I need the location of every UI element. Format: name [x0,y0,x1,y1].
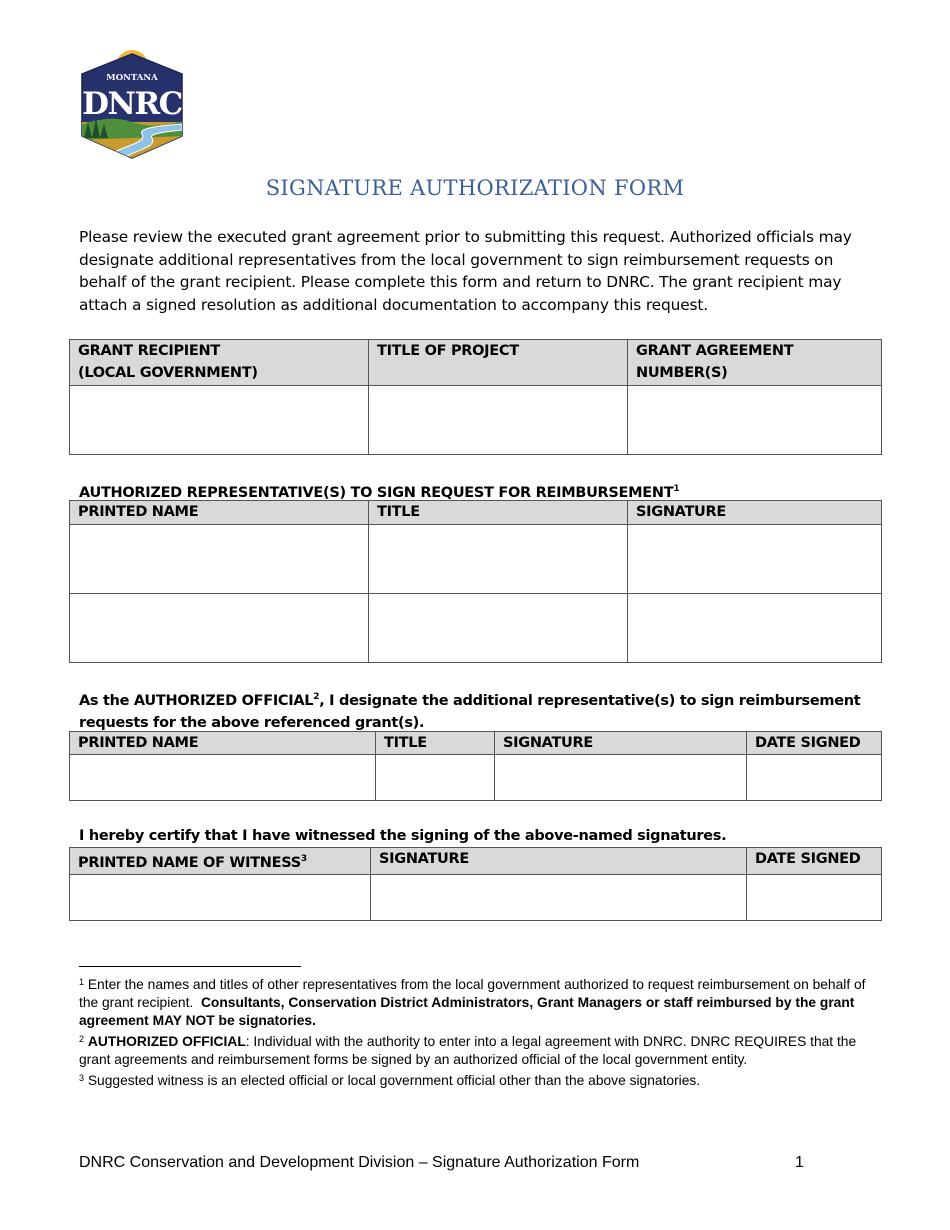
header-title: TITLE [369,501,628,525]
header-official-date-signed: DATE SIGNED [747,732,882,755]
footnote-1: $^1$ Enter the names and titles of other representatives from the local government authorized to request reimbursement on behalf of the grant recipient. Consultants, Conservation District Administrators, Grant Managers or staff reimbursed by the grant agreement MAY NOT be signatories. [79,977,866,1028]
header-printed-name: PRINTED NAME [70,501,369,525]
header-official-signature: SIGNATURE [495,732,747,755]
header-grant-recipient-line2: (LOCAL GOVERNMENT) [78,365,258,381]
header-witness-signature: SIGNATURE [371,848,747,875]
grant-recipient-field[interactable] [70,386,369,455]
header-grant-recipient [70,340,369,386]
grant-agreement-number-field[interactable] [628,386,882,455]
form-title: SIGNATURE AUTHORIZATION FORM [265,176,685,200]
footnote-ref-1: 1 [673,484,680,494]
header-official-printed-name: PRINTED NAME [70,732,376,755]
header-witness-printed-name: PRINTED NAME OF WITNESS$^3$ [70,848,371,875]
footnote-ref-3: 3 [300,854,307,864]
representatives-table [69,500,882,663]
rep2-title-field[interactable] [369,594,628,663]
official-printed-name-field[interactable] [70,755,376,801]
logo-main-text: DNRC [82,86,182,122]
witness-table [69,847,882,921]
official-heading: As the AUTHORIZED OFFICIAL$^2$, I designate the additional representative(s) to sign reimbursement requests for the above referenced grant(s). [79,692,861,731]
header-grant-agreement-line2: NUMBER(S) [636,365,728,381]
montana-dnrc-logo [78,50,186,160]
rep1-printed-name-field[interactable] [70,525,369,594]
header-signature: SIGNATURE [628,501,882,525]
header-title-of-project: TITLE OF PROJECT [369,340,628,386]
page-number: 1 [795,1154,804,1171]
footnotes [79,973,869,1090]
witness-printed-name-field[interactable] [70,875,371,921]
rep2-printed-name-field[interactable] [70,594,369,663]
footnote-divider [79,966,301,967]
header-grant-agreement-line1: GRANT AGREEMENT [636,343,794,359]
official-signature-field[interactable] [495,755,747,801]
official-date-signed-field[interactable] [747,755,882,801]
title-of-project-field[interactable] [369,386,628,455]
footnote-3: $^3$ Suggested witness is an elected official or local government official other than the above signatories. [79,1073,701,1088]
witness-date-signed-field[interactable] [747,875,882,921]
official-table [69,731,882,801]
page-footer-text: DNRC Conservation and Development Division – Signature Authorization Form [79,1154,640,1171]
representatives-heading: AUTHORIZED REPRESENTATIVE(S) TO SIGN REQUEST FOR REIMBURSEMENT$^1$ [79,484,680,501]
header-witness-date-signed: DATE SIGNED [747,848,882,875]
intro-paragraph: Please review the executed grant agreement prior to submitting this request. Authorized officials may designate additional representatives from the local government to sign reimbursement requests on behalf of the grant recipient. Please complete this form and return to DNRC. The grant recipient may attach a signed resolution as additional documentation to accompany this request. [79,228,852,315]
header-grant-agreement [628,340,882,386]
header-official-title: TITLE [376,732,495,755]
witness-heading: I hereby certify that I have witnessed the signing of the above-named signatures. [79,828,727,844]
rep1-signature-field[interactable] [628,525,882,594]
header-grant-recipient-line1: GRANT RECIPIENT [78,343,220,359]
recipient-table [69,339,882,455]
footnote-2: $^2$ AUTHORIZED OFFICIAL: Individual with the authority to enter into a legal agreement with DNRC. DNRC REQUIRES that the grant agreements and reimbursement forms be signed by an authorized official of the local government entity. [79,1034,857,1067]
official-title-field[interactable] [376,755,495,801]
rep1-title-field[interactable] [369,525,628,594]
witness-signature-field[interactable] [371,875,747,921]
logo-top-text: MONTANA [106,73,158,83]
footnote-ref-2: 2 [313,692,320,702]
rep2-signature-field[interactable] [628,594,882,663]
